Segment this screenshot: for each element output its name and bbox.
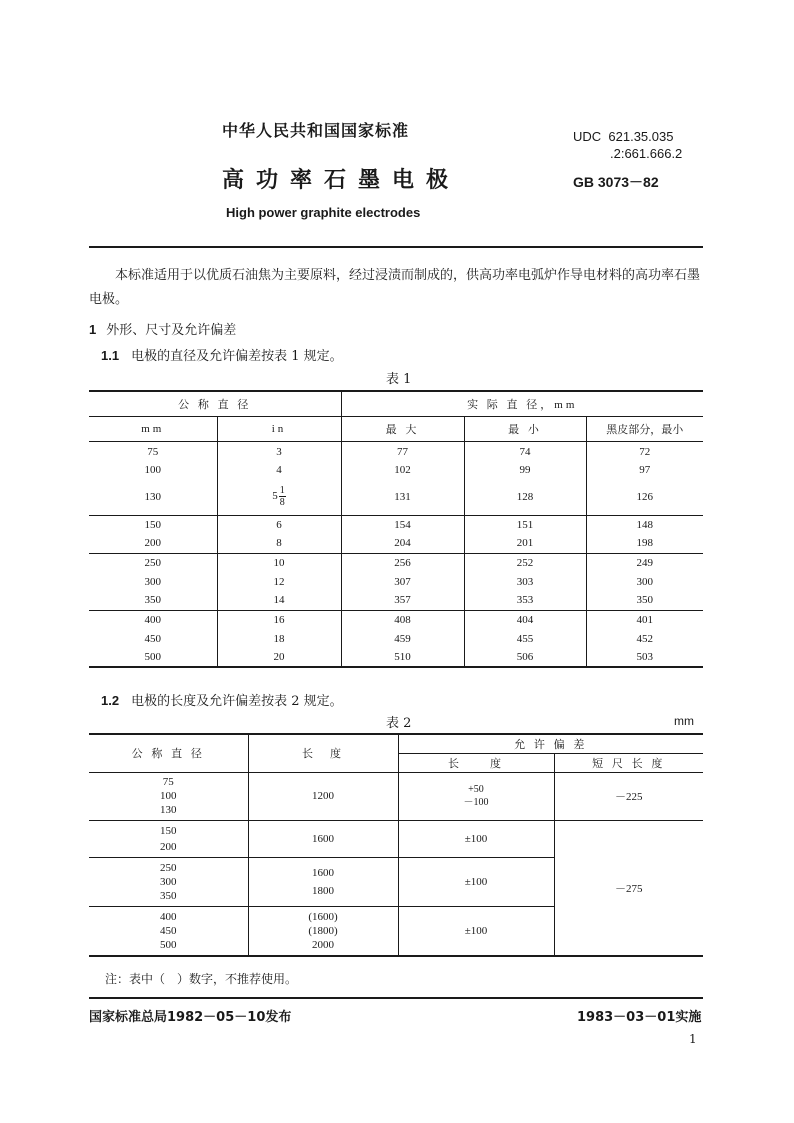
- cell: 128: [464, 479, 586, 515]
- length-cell: 1200: [248, 772, 398, 820]
- cell: 204: [341, 534, 464, 553]
- cell: 404: [464, 610, 586, 629]
- diameter-value: 500: [160, 938, 177, 951]
- fraction: [279, 485, 286, 508]
- table-row: [89, 515, 703, 534]
- fraction-numerator: 1: [279, 485, 285, 497]
- header-tolerance-length: 长 度: [398, 753, 554, 772]
- fraction-denominator: 8: [279, 497, 285, 509]
- tolerance-cell: ±100: [398, 820, 554, 857]
- table-2: [89, 733, 703, 957]
- tolerance-cell: ±100: [398, 906, 554, 956]
- header-tolerance: 允 许 偏 差: [398, 734, 703, 753]
- cell: 150: [89, 515, 217, 534]
- whole-part: 5: [272, 490, 278, 503]
- cell: 154: [341, 515, 464, 534]
- cell: 500: [89, 648, 217, 667]
- header-short-length: 短 尺 长 度: [554, 753, 703, 772]
- cell: 131: [341, 479, 464, 515]
- udc-code: UDC 621.35.035: [573, 129, 674, 144]
- cell: 506: [464, 648, 586, 667]
- header-nominal-diameter: 公 称 直 径: [89, 391, 341, 416]
- diameter-value: 130: [160, 804, 177, 816]
- tolerance-value: －100: [463, 797, 489, 808]
- table2-caption: 表 2: [386, 716, 412, 731]
- section-number: 1: [89, 322, 97, 337]
- table-row: [89, 441, 703, 460]
- issue-date: 国家标准总局1982－05－10发布: [89, 1010, 292, 1025]
- cell: 249: [586, 553, 703, 572]
- cell: 307: [341, 572, 464, 591]
- cell: 256: [341, 553, 464, 572]
- col-header-min: 最 小: [464, 416, 586, 441]
- col-header-in: in: [217, 416, 341, 441]
- cell: 102: [341, 460, 464, 479]
- table-row: [89, 629, 703, 648]
- cell: 20: [217, 648, 341, 667]
- clause-text: 电极的长度及允许偏差按表 2 规定。: [131, 694, 343, 709]
- table-row: [89, 610, 703, 629]
- cell: 201: [464, 534, 586, 553]
- diameter-cell: [89, 857, 248, 906]
- cell: 77: [341, 441, 464, 460]
- cell: 357: [341, 591, 464, 610]
- cell: 14: [217, 591, 341, 610]
- diameter-value: 300: [160, 875, 177, 888]
- standard-header: 中华人民共和国国家标准: [222, 121, 410, 140]
- cell: 16: [217, 610, 341, 629]
- table-row: [89, 534, 703, 553]
- table-row: [89, 772, 703, 820]
- header-nominal-diameter: 公 称 直 径: [89, 734, 248, 772]
- cell: 3: [217, 441, 341, 460]
- col-header-max: 最 大: [341, 416, 464, 441]
- cell: 18: [217, 629, 341, 648]
- tolerance-value: +50: [468, 784, 484, 795]
- cell: 510: [341, 648, 464, 667]
- col-header-mm: mm: [89, 416, 217, 441]
- cell: 252: [464, 553, 586, 572]
- cell: 455: [464, 629, 586, 648]
- cell: 452: [586, 629, 703, 648]
- cell: 503: [586, 648, 703, 667]
- cell: 72: [586, 441, 703, 460]
- cell: 300: [586, 572, 703, 591]
- diameter-value: 100: [160, 790, 177, 802]
- tolerance-cell: [398, 772, 554, 820]
- cell: 353: [464, 591, 586, 610]
- cell: 408: [341, 610, 464, 629]
- table-row: [89, 553, 703, 572]
- section-heading: [89, 319, 236, 338]
- diameter-value: 150: [160, 824, 177, 837]
- short-length-cell: －275: [554, 820, 703, 956]
- cell: 74: [464, 441, 586, 460]
- document-title-english: High power graphite electrodes: [226, 205, 421, 220]
- cell: 10: [217, 553, 341, 572]
- table-row: [89, 460, 703, 479]
- diameter-value: 75: [162, 776, 174, 788]
- diameter-value: 450: [160, 924, 177, 937]
- diameter-cell: [89, 906, 248, 956]
- clause-number: 1.1: [101, 348, 120, 363]
- cell-fraction: [217, 479, 341, 515]
- footer-rule: [89, 997, 703, 999]
- length-cell: 1600: [248, 820, 398, 857]
- effective-date: 1983－03－01实施: [577, 1010, 702, 1025]
- diameter-value: 350: [160, 889, 177, 902]
- table-row: [89, 820, 703, 857]
- header-rule: [89, 246, 703, 248]
- length-value: 1600: [312, 866, 334, 879]
- cell: 450: [144, 632, 161, 645]
- length-cell: [248, 906, 398, 956]
- table-note: 注：表中（ ）数字，不推荐使用。: [105, 972, 298, 986]
- cell: 12: [217, 572, 341, 591]
- length-value: (1600): [308, 910, 338, 923]
- diameter-cell: [89, 820, 248, 857]
- length-value: 1800: [312, 884, 334, 897]
- tolerance-cell: ±100: [398, 857, 554, 906]
- cell: 303: [464, 572, 586, 591]
- document-title: 高功率石墨电极: [222, 168, 461, 193]
- clause-text: 电极的直径及允许偏差按表 1 规定。: [131, 349, 343, 364]
- diameter-value: 200: [160, 840, 177, 853]
- col-header-skin-min: 黑皮部分，最小: [586, 416, 703, 441]
- cell: 6: [217, 515, 341, 534]
- table-row: [89, 591, 703, 610]
- cell: 75: [89, 441, 217, 460]
- table2-unit: mm: [674, 714, 694, 728]
- cell: 126: [586, 479, 703, 515]
- cell: 8: [217, 534, 341, 553]
- table1-caption: 表 1: [386, 372, 412, 387]
- table-row: [89, 572, 703, 591]
- cell: 200: [144, 537, 161, 550]
- cell: 459: [341, 629, 464, 648]
- clause-number: 1.2: [101, 693, 120, 708]
- cell: 350: [144, 594, 161, 607]
- udc-code-continued: .2:661.666.2: [610, 146, 683, 161]
- gb-number: GB 3073－82: [573, 174, 659, 190]
- cell: 97: [586, 460, 703, 479]
- page-number: 1: [689, 1032, 697, 1046]
- length-value: (1800): [308, 924, 338, 937]
- table-row: [89, 479, 703, 515]
- cell: 300: [144, 575, 161, 588]
- short-length-cell: －225: [554, 772, 703, 820]
- length-cell: [248, 857, 398, 906]
- cell: 401: [586, 610, 703, 629]
- diameter-value: 400: [160, 910, 177, 923]
- cell: 198: [586, 534, 703, 553]
- cell: 4: [217, 460, 341, 479]
- clause-1-2: [101, 690, 343, 709]
- clause-1-1: [101, 345, 343, 364]
- cell: 350: [586, 591, 703, 610]
- length-value: 2000: [312, 938, 334, 951]
- cell: 99: [464, 460, 586, 479]
- cell: 400: [89, 610, 217, 629]
- intro-paragraph: 本标准适用于以优质石油焦为主要原料，经过浸渍而制成的，供高功率电弧炉作导电材料的高功率石墨电极。: [89, 268, 701, 307]
- header-actual-diameter: 实 际 直 径，mm: [341, 391, 703, 416]
- section-title: 外形、尺寸及允许偏差: [106, 323, 237, 338]
- cell: 100: [144, 463, 161, 476]
- cell: 151: [464, 515, 586, 534]
- table-row: [89, 648, 703, 667]
- header-length: 长 度: [248, 734, 398, 772]
- table-1: [89, 390, 703, 668]
- cell: 148: [586, 515, 703, 534]
- cell: 250: [89, 553, 217, 572]
- diameter-value: 250: [160, 861, 177, 874]
- cell: 130: [144, 490, 161, 503]
- diameter-cell: [89, 772, 248, 820]
